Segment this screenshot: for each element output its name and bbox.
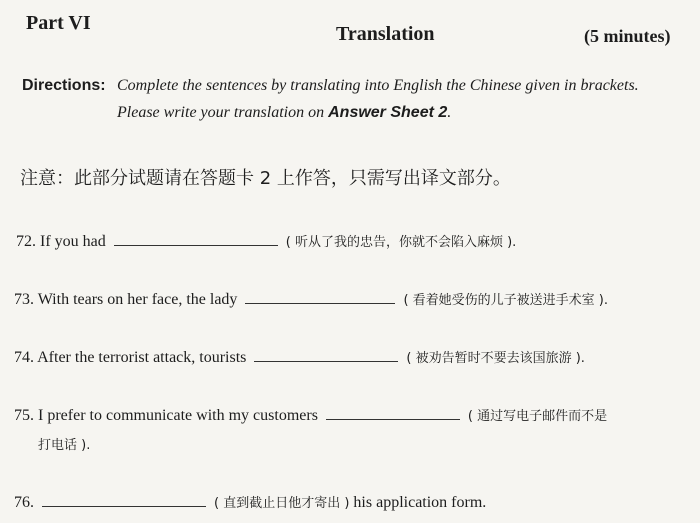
question-text: his application form.: [353, 494, 487, 511]
answer-blank[interactable]: [254, 347, 398, 362]
time-limit: (5 minutes): [584, 26, 671, 46]
answer-blank[interactable]: [42, 492, 206, 507]
chinese-prompt: ( 被劝告暂时不要去该国旅游 ).: [406, 351, 585, 366]
question-73: [14, 289, 608, 309]
question-text: If you had: [40, 233, 106, 250]
question-76: [14, 492, 486, 512]
question-number: 72.: [16, 233, 36, 250]
part-label: Part VI: [26, 12, 91, 34]
chinese-prompt: ( 听从了我的忠告，你就不会陷入麻烦 ).: [285, 235, 517, 250]
question-number: 73.: [14, 291, 34, 308]
directions-line-1: Complete the sentences by translating into English the Chinese given in brackets.: [117, 77, 639, 94]
answer-blank[interactable]: [245, 289, 395, 304]
question-text: With tears on her face, the lady: [37, 291, 238, 308]
answer-blank[interactable]: [326, 405, 460, 420]
directions-line-2-end: .: [447, 104, 452, 121]
section-title: Translation: [336, 23, 435, 45]
answer-sheet-reference: Answer Sheet 2: [328, 104, 448, 121]
question-74: [14, 347, 585, 367]
chinese-prompt: ( 通过写电子邮件而不是: [467, 409, 608, 424]
chinese-prompt: ( 直到截止日他才寄出 ): [214, 496, 350, 511]
directions-line-2: [117, 104, 451, 122]
question-72: [16, 231, 516, 251]
question-text: I prefer to communicate with my customers: [38, 407, 318, 424]
question-number: 76.: [14, 494, 34, 511]
question-text: After the terrorist attack, tourists: [37, 349, 247, 366]
chinese-prompt-continued: 打电话 ).: [38, 438, 91, 453]
directions-label: Directions:: [22, 77, 106, 94]
question-number: 75.: [14, 407, 34, 424]
question-75: [14, 405, 607, 425]
question-75-continued: [38, 434, 90, 454]
answer-blank[interactable]: [114, 231, 278, 246]
directions-line-2-text: Please write your translation on: [117, 104, 329, 121]
chinese-prompt: ( 看着她受伤的儿子被送进手术室 ).: [403, 293, 608, 308]
chinese-note: 注意：此部分试题请在答题卡 2 上作答，只需写出译文部分。: [20, 168, 511, 189]
question-number: 74.: [14, 349, 34, 366]
